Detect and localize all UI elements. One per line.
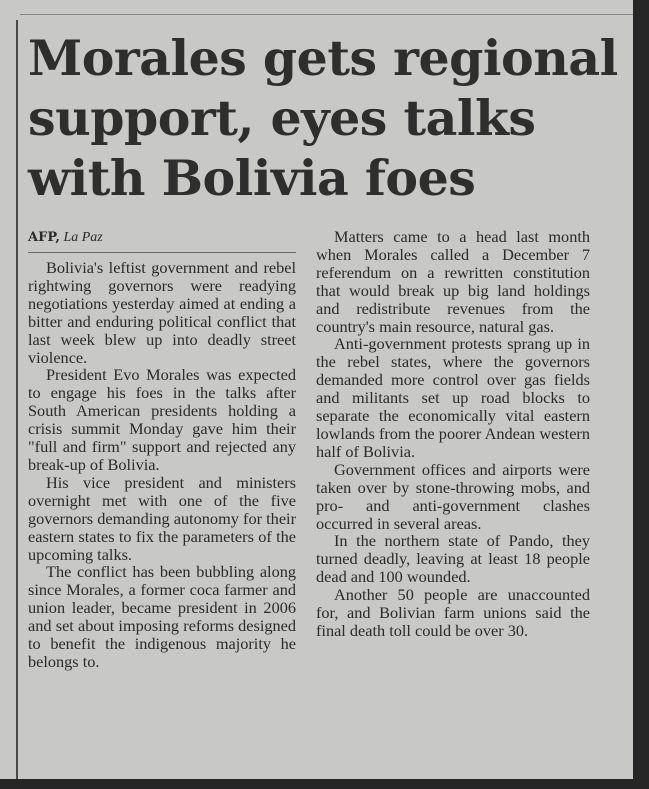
paragraph: In the northern state of Pando, they turned deadly, leaving at least 18 people dead and 100 wounded. — [316, 531, 590, 587]
byline-agency: AFP, — [28, 230, 60, 245]
headline: Morales gets regional support, eyes talks with Bolivia foes — [28, 29, 618, 207]
background-edge — [633, 0, 649, 789]
article-column-right — [316, 228, 590, 640]
paragraph: Matters came to a head last month when Morales called a December 7 referendum on a rewritten constitution that would break up big land holdings and redistribute revenues from the country's main resource, natural gas. — [316, 227, 590, 336]
paragraph: Government offices and airports were taken over by stone-throwing mobs, and pro- and anti-government clashes occurred in several areas. — [316, 459, 590, 533]
byline-place: La Paz — [63, 230, 103, 245]
byline-rule — [28, 252, 296, 253]
paragraph: President Evo Morales was expected to engage his foes in the talks after South American presidents holding a crisis summit Monday gave him their "full and firm" support and rejected any break-up of Bolivia. — [28, 365, 296, 474]
top-rule — [20, 14, 633, 15]
background-edge — [0, 779, 649, 789]
paragraph: The conflict has been bubbling along since Morales, a former coca farmer and union leader, became president in 2006 and set about imposing reforms designed to benefit the indigenous majority he belongs to. — [28, 562, 296, 671]
paragraph: Bolivia's leftist government and rebel rightwing governors were readying negotiations yesterday aimed at ending a bitter and enduring political conflict that last week blew up into deadly street violence. — [28, 258, 296, 367]
paragraph: His vice president and ministers overnight met with one of the five governors demanding autonomy for their eastern states to fix the parameters of the upcoming talks. — [28, 472, 296, 564]
paragraph: Another 50 people are unaccounted for, and Bolivian farm unions said the final death toll could be over 30. — [316, 585, 590, 640]
column-rule-left — [16, 20, 18, 779]
article-column-left — [28, 228, 296, 671]
paragraph: Anti-government protests sprang up in the rebel states, where the governors demanded more control over gas fields and militants set up road blocks to separate the economically vital eastern lowlands from the poorer Andean western half of Bolivia. — [316, 334, 590, 461]
byline — [28, 228, 296, 248]
